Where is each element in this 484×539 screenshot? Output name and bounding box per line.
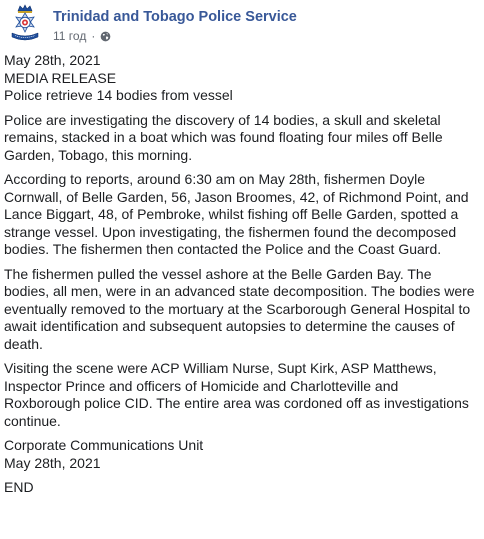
police-crest-icon [7, 4, 43, 44]
paragraph: Police are investigating the discovery of 14 bodies, a skull and skeletal remains, stacked in a boat which was found floating four miles off Belle Garden, Tobago, this morning. [4, 111, 443, 163]
police-badge-avatar[interactable] [7, 4, 43, 44]
post-header [4, 0, 478, 52]
release-header [4, 52, 478, 105]
post-timestamp[interactable]: 11 год [53, 29, 87, 43]
page-name-link[interactable]: Trinidad and Tobago Police Service [53, 9, 297, 25]
post-header-text [53, 4, 297, 44]
post-meta [53, 28, 297, 44]
signature [4, 437, 478, 472]
post-body [4, 52, 478, 497]
globe-icon[interactable] [100, 31, 111, 42]
signature-unit: Corporate Communications Unit [4, 437, 204, 453]
paragraph: The fishermen pulled the vessel ashore at the Belle Garden Bay. The bodies, all men, were in an advanced state decomposition. The bodies were eventually removed to the mortuary at the Scarborough General Hospital to await identification and subsequent autopsies to determine the causes of death. [4, 265, 475, 352]
signature-date: May 28th, 2021 [4, 454, 101, 471]
paragraph: According to reports, around 6:30 am on May 28th, fishermen Doyle Cornwall, of Belle Garden, 56, Jason Broomes, 42, of Richmond Point, and Lance Biggart, 48, of Pembroke, whilst fishing off Belle Garden, spotted a strange vessel. Upon investigating, the fishermen found the decomposed bodies. The fishermen then contacted the Police and the Coast Guard. [4, 171, 469, 257]
meta-separator: · [91, 29, 96, 43]
release-type: MEDIA RELEASE [4, 69, 117, 86]
release-title: Police retrieve 14 bodies from vessel [4, 87, 233, 103]
release-date: May 28th, 2021 [4, 52, 101, 68]
paragraph: Visiting the scene were ACP William Nurse, Supt Kirk, ASP Matthews, Inspector Prince and officers of Homicide and Charlotteville and Roxborough police CID. The entire area was cordoned off as investigations continue. [4, 360, 469, 429]
end-marker: END [4, 479, 34, 495]
